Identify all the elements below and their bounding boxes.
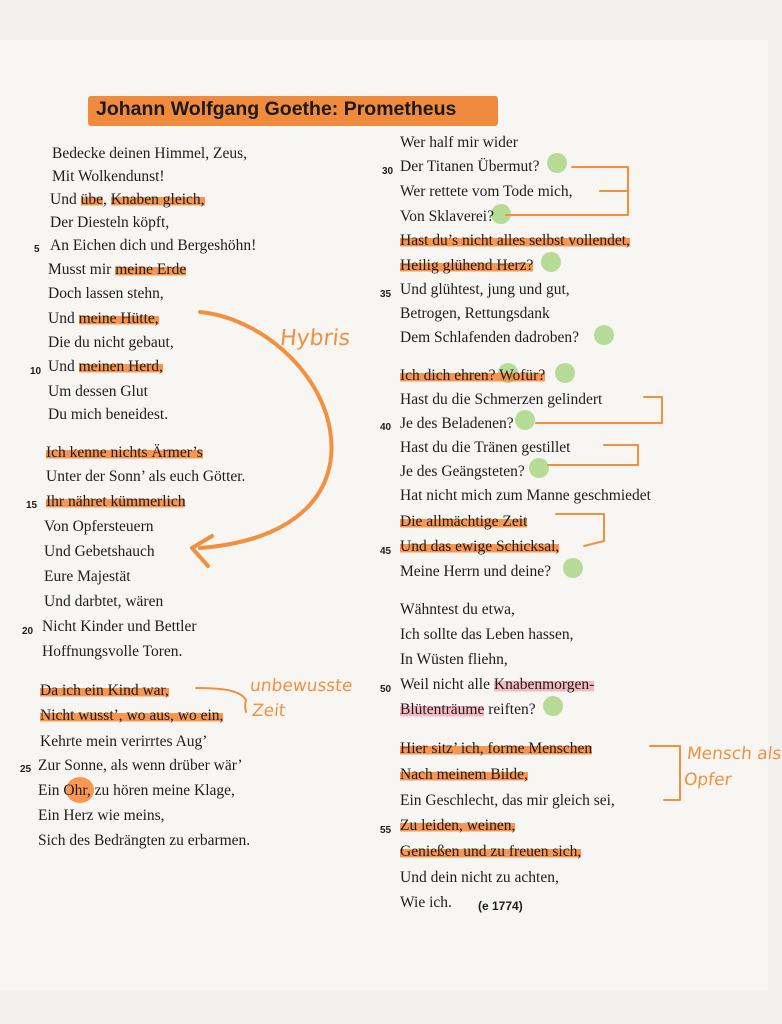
- highlight-ich-dich-ehren: Ich dich ehren? Wofür?: [400, 367, 546, 384]
- note-opfer: Opfer: [682, 770, 733, 790]
- left-line-18: Eure Majestät: [44, 568, 131, 585]
- highlight-meine-erde: meine Erde: [115, 261, 187, 278]
- line-number-45: 45: [380, 546, 392, 557]
- line-number-25: 25: [20, 764, 32, 775]
- line-number-55: 55: [380, 825, 392, 836]
- line-number-10: 10: [30, 366, 42, 377]
- right-line-13: Hast du die Tränen gestillet: [400, 439, 571, 456]
- left-line-20: Nicht Kinder und Bettler: [42, 618, 197, 635]
- right-line-14: Je des Geängsteten?: [400, 463, 525, 480]
- left-line-2: Mit Wolkendunst!: [52, 168, 165, 185]
- right-line-20: Ich sollte das Leben hassen,: [400, 626, 574, 643]
- right-line-29: Und dein nicht zu achten,: [400, 869, 559, 886]
- left-line-25: Zur Sonne, als wenn drüber wär’: [38, 757, 243, 774]
- note-mensch-als: Mensch als: [685, 744, 782, 764]
- left-line-7: Doch lassen stehn,: [48, 285, 164, 302]
- left-line-26: Ein Ohr, zu hören meine Klage,: [38, 782, 235, 799]
- line-number-40: 40: [380, 422, 392, 433]
- left-line-12: Du mich beneidest.: [48, 406, 169, 423]
- right-line-9: Dem Schlafenden dadroben?: [400, 329, 580, 346]
- right-line-8: Betrogen, Rettungsdank: [400, 305, 550, 322]
- left-line-1: Bedecke deinen Himmel, Zeus,: [52, 145, 247, 162]
- line-number-35: 35: [380, 289, 392, 300]
- right-line-30: Wie ich.: [400, 894, 452, 911]
- right-line-21: In Wüsten fliehn,: [400, 651, 508, 668]
- left-line-4: Der Diesteln köpft,: [50, 214, 170, 231]
- right-line-2: Der Titanen Übermut?: [400, 158, 540, 175]
- highlight-zu-leiden: Zu leiden, weinen,: [400, 817, 516, 834]
- highlight-hast-dus: Hast du’s nicht alles selbst vollendet,: [400, 232, 630, 249]
- left-line-28: Sich des Bedrängten zu erbarmen.: [38, 832, 251, 849]
- year-note: (e 1774): [478, 899, 523, 913]
- highlight-knaben-gleich: Knaben gleich,: [110, 191, 205, 208]
- right-line-15: Hat nicht mich zum Manne geschmiedet: [400, 487, 651, 504]
- line-number-50: 50: [380, 684, 392, 695]
- line-number-15: 15: [26, 500, 38, 511]
- left-line-16: Von Opfersteuern: [44, 518, 154, 535]
- left-line-24: Kehrte mein verirrtes Aug’: [40, 733, 208, 750]
- left-line-11: Um dessen Glut: [48, 383, 148, 400]
- right-line-12: Je des Beladenen?: [400, 415, 514, 432]
- highlight-hier-sitz: Hier sitz’ ich, forme Menschen: [400, 740, 593, 757]
- right-line-11: Hast du die Schmerzen gelindert: [400, 391, 603, 408]
- right-line-19: Wähntest du etwa,: [400, 601, 515, 618]
- left-line-5: An Eichen dich und Bergeshöhn!: [50, 237, 257, 254]
- highlight-da-ich: Da ich ein Kind war,: [40, 682, 169, 699]
- line-number-30: 30: [382, 166, 394, 177]
- poem-text: Weil nicht alle: [400, 676, 494, 693]
- right-line-26: Ein Geschlecht, das mir gleich sei,: [400, 792, 615, 809]
- poem-text: ,: [102, 191, 111, 208]
- highlight-allmachtige-zeit: Die allmächtige Zeit: [400, 513, 528, 530]
- note-zeit: Zeit: [250, 701, 287, 721]
- left-line-19: Und darbtet, wären: [44, 593, 164, 610]
- highlight-meinen-herd: meinen Herd,: [78, 358, 163, 375]
- note-hybris: Hybris: [278, 326, 352, 351]
- poem-title: Johann Wolfgang Goethe: Prometheus: [96, 98, 457, 120]
- right-line-4: Von Sklaverei?: [400, 208, 494, 225]
- right-line-3: Wer rettete vom Tode mich,: [400, 183, 573, 200]
- highlight-ube: übe: [80, 191, 103, 208]
- right-line-18: Meine Herrn und deine?: [400, 563, 552, 580]
- highlight-nicht-wusst: Nicht wusst’, wo aus, wo ein,: [40, 707, 224, 724]
- left-line-27: Ein Herz wie meins,: [38, 807, 165, 824]
- highlight-heilig: Heilig glühend Herz?: [400, 257, 534, 274]
- left-line-9: Die du nicht gebaut,: [48, 334, 174, 351]
- line-number-5: 5: [34, 244, 40, 255]
- note-unbewusste: unbewusste: [248, 676, 354, 696]
- poem-text: Und: [48, 358, 79, 375]
- right-line-1: Wer half mir wider: [400, 134, 518, 151]
- left-line-14: Unter der Sonn’ als euch Götter.: [46, 468, 246, 485]
- highlight-nach-meinem-bilde: Nach meinem Bilde,: [400, 766, 528, 783]
- highlight-geniessen: Genießen und zu freuen sich,: [400, 843, 582, 860]
- line-number-20: 20: [22, 626, 34, 637]
- left-line-17: Und Gebetshauch: [44, 543, 155, 560]
- highlight-ewige-schicksal: Und das ewige Schicksal,: [400, 538, 560, 555]
- highlight-blutentraume: Blütenträume: [400, 701, 485, 718]
- highlight-knabenmorgen: Knabenmorgen-: [493, 676, 595, 693]
- poem-text: Und: [48, 310, 79, 327]
- highlight-ihr-nahret: Ihr nähret kümmerlich: [46, 493, 186, 510]
- highlight-ich-kenne: Ich kenne nichts Ärmer’s: [46, 444, 203, 461]
- poem-text: Und: [50, 191, 81, 208]
- highlight-meine-hutte: meine Hütte,: [78, 310, 159, 327]
- poem-text: reiften?: [484, 701, 536, 718]
- left-line-21: Hoffnungsvolle Toren.: [42, 643, 183, 660]
- poem-text: Musst mir: [48, 261, 116, 278]
- right-line-7: Und glühtest, jung und gut,: [400, 281, 570, 298]
